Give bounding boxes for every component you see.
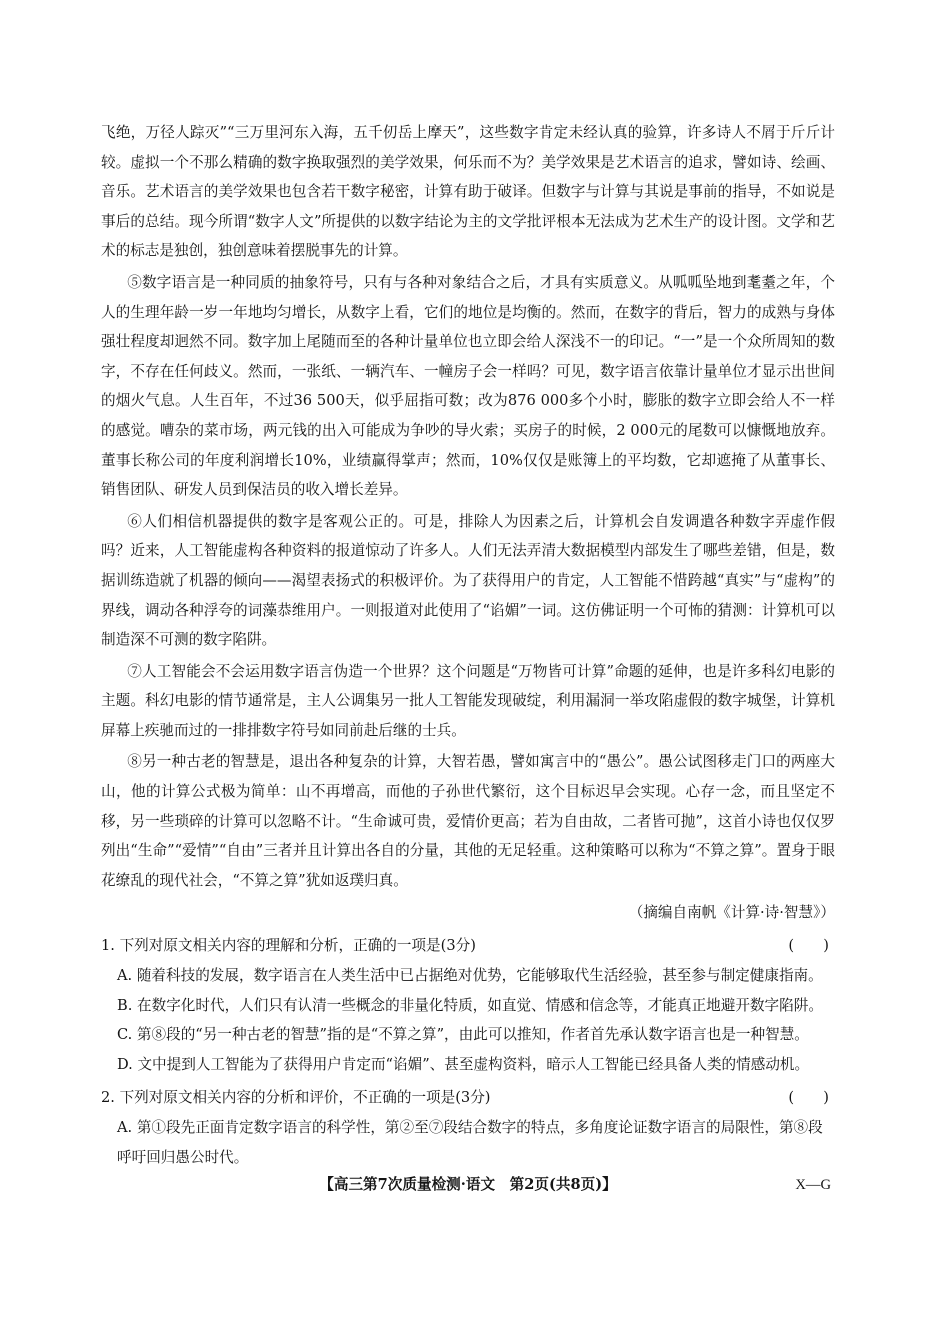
question-2-option-a: A. 第①段先正面肯定数字语言的科学性，第②至⑦段结合数字的特点，多角度论证数字语言的局限性，第⑧段呼吁回归愚公时代。 — [117, 1119, 823, 1166]
footer-title: 【高三第7次质量检测·语文 第2页(共8页)】 — [319, 1176, 617, 1193]
passage-paragraph-7: ⑦人工智能会不会运用数字语言伪造一个世界？这个问题是“万物皆可计算”命题的延伸，也是许多科幻电影的主题。科幻电影的情节通常是，主人公调集另一批人工智能发现破绽，利用漏洞一举攻陷虚假的数字城堡，计算机屏幕上疾驰而过的一排排数字符号如同前赴后继的士兵。 — [101, 662, 835, 739]
question-2-answer-bracket: ( ) — [788, 1089, 829, 1107]
passage-content — [101, 118, 835, 1172]
passage-source: （摘编自南帆《计算·诗·智慧》） — [628, 904, 835, 922]
passage-paragraph-continued: 飞绝，万径人踪灭”“三万里河东入海，五千仞岳上摩天”，这些数字肯定未经认真的验算，许多诗人不屑于斤斤计较。虚拟一个不那么精确的数字换取强烈的美学效果，何乐而不为？美学效果是艺术语言的追求，譬如诗、绘画、音乐。艺术语言的美学效果也包含若干数字秘密，计算有助于破译。但数字与计算与其说是事前的指导，不如说是事后的总结。现今所谓“数字人文”所提供的以数字结论为主的文学批评根本无法成为艺术生产的设计图。文学和艺术的标志是独创，独创意味着摆脱事先的计算。 — [101, 124, 835, 260]
page-footer — [101, 1173, 835, 1197]
question-1-option-d: D. 文中提到人工智能为了获得用户肯定而“谄媚”、甚至虚构资料，暗示人工智能已经具备人类的情感动机。 — [117, 1055, 810, 1073]
question-1-option-b: B. 在数字化时代，人们只有认清一些概念的非量化特质，如直觉、情感和信念等，才能真正地避开数字陷阱。 — [117, 996, 823, 1014]
passage-paragraph-8: ⑧另一种古老的智慧是，退出各种复杂的计算，大智若愚，譬如寓言中的“愚公”。愚公试图移走门口的两座大山，他的计算公式极为简单：山不再增高，而他的子孙世代繁衍，这个目标迟早会实现。心存一念，而且坚定不移，另一些琐碎的计算可以忽略不计。“生命诚可贵，爱情价更高；若为自由故，二者皆可抛”，这首小诗也仅仅罗列出“生命”“爱情”“自由”三者并且计算出各自的分量，其他的无足轻重。这种策略可以称为“不算之算”。置身于眼花缭乱的现代社会，“不算之算”犹如返璞归真。 — [101, 753, 835, 889]
question-1-answer-bracket: ( ) — [788, 937, 829, 955]
question-1-option-c: C. 第⑧段的“另一种古老的智慧”指的是“不算之算”，由此可以推知，作者首先承认数字语言也是一种智慧。 — [117, 1026, 809, 1044]
question-1-stem — [101, 931, 835, 961]
passage-paragraph-6: ⑥人们相信机器提供的数字是客观公正的。可是，排除人为因素之后，计算机会自发调遣各种数字弄虚作假吗？近来，人工智能虚构各种资料的报道惊动了许多人。人们无法弄清大数据模型内部发生了哪些差错，但是，数据训练造就了机器的倾向——渴望表扬式的积极评价。为了获得用户的肯定，人工智能不惜跨越“真实”与“虚构”的界线，调动各种浮夸的词藻恭维用户。一则报道对此使用了“谄媚”一词。这仿佛证明一个可怖的猜测：计算机可以制造深不可测的数字陷阱。 — [101, 512, 835, 649]
question-1-text: 1. 下列对原文相关内容的理解和分析，正确的一项是(3分) — [101, 937, 476, 955]
passage-paragraph-5: ⑤数字语言是一种同质的抽象符号，只有与各种对象结合之后，才具有实质意义。从呱呱坠地到耄耋之年，个人的生理年龄一岁一年地均匀增长，从数字上看，它们的地位是均衡的。然而，在数字的背后，智力的成熟与身体强壮程度却迥然不同。数字加上尾随而至的各种计量单位也立即会给人深浅不一的印记。“一”是一个众所周知的数字，不存在任何歧义。然而，一张纸、一辆汽车、一幢房子会一样吗？可见，数字语言依靠计量单位才显示出世间的烟火气息。人生百年，不过36 500天，似乎屈指可数；改为876 000多个小时，膨胀的数字立即会给人不一样的感觉。嘈杂的菜市场，两元钱的出入可能成为争吵的导火索；买房子的时候，2 000元的尾数可以慷慨地放弃。董事长称公司的年度利润增长10%，业绩赢得掌声；然而，10%仅仅是账簿上的平均数，它却遮掩了从董事长、销售团队、研发人员到保洁员的收入增长差异。 — [101, 273, 835, 499]
question-2-stem — [101, 1083, 835, 1113]
footer-code: X—G — [795, 1177, 831, 1193]
question-1-option-a: A. 随着科技的发展，数字语言在人类生活中已占据绝对优势，它能够取代生活经验，甚至参与制定健康指南。 — [117, 967, 823, 985]
question-2-text: 2. 下列对原文相关内容的分析和评价，不正确的一项是(3分) — [101, 1089, 491, 1107]
